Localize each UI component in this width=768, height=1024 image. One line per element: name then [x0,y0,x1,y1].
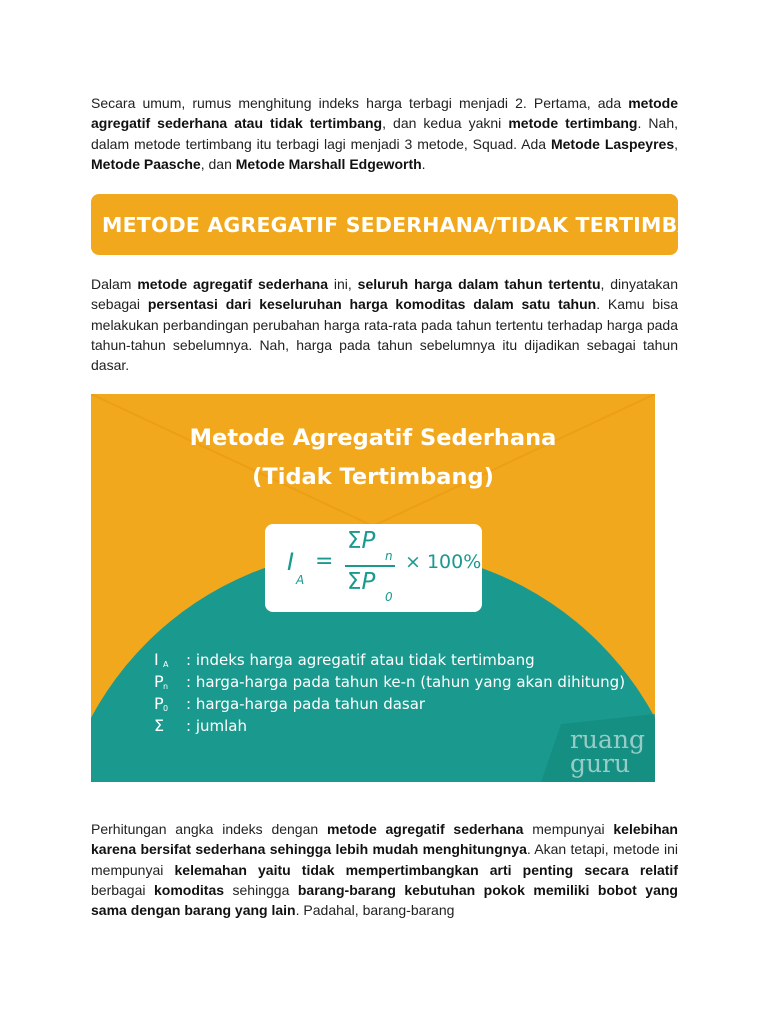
banner-title: METODE AGREGATIF SEDERHANA/TIDAK TERTIMBANG [102,213,728,237]
formula-denominator-sub: 0 [385,590,393,604]
infographic-title-line2: (Tidak Tertimbang) [252,464,494,490]
formula-infographic: Metode Agregatif Sederhana (Tidak Tertimbang) I A = ΣP n ΣP 0 × 100% I A : indeks harga agregatif atau tidak tertimbang P n : harga-harga pada tahun ke-n (tahun yang akan dihitung) P 0 : harga-harga pada tahun dasar Σ : jumlah ruang guru [91,394,655,782]
formula-numerator-sub: n [385,549,393,563]
formula-denominator: ΣP [347,569,376,595]
formula-box [265,524,482,612]
formula-lhs: I [287,548,295,576]
section-banner [91,194,728,255]
advantages-paragraph: Perhitungan angka indeks dengan metode agregatif sederhana mempunyai kelebihan karena bersifat sederhana sehingga lebih mudah menghitungnya. Akan tetapi, metode ini mempunyai kelemahan yaitu tidak mempertimbangkan arti penting secara relatif berbagai komoditas sehingga barang-barang kebutuhan pokok memiliki bobot yang sama dengan barang yang lain. Padahal, barang-barang [91,821,678,919]
formula-multiplier: × 100% [405,551,482,573]
ruangguru-logo: ruang guru [569,725,645,778]
fraction-bar [345,565,395,567]
definition-paragraph: Dalam metode agregatif sederhana ini, seluruh harga dalam tahun tertentu, dinyatakan sebagai persentasi dari keseluruhan harga komoditas dalam satu tahun. Kamu bisa melakukan perbandingan perubahan harga rata-rata pada tahun tertentu terhadap harga pada tahun-tahun sebelumnya. Nah, harga pada tahun sebelumnya itu dijadikan sebagai tahun dasar. [91,276,678,374]
formula-numerator: ΣP [347,528,376,554]
intro-paragraph: Secara umum, rumus menghitung indeks harga terbagi menjadi 2. Pertama, ada metode agregatif sederhana atau tidak tertimbang, dan kedua yakni metode tertimbang. Nah, dalam metode tertimbang itu terbagi lagi menjadi 3 metode, Squad. Ada Metode Laspeyres, Metode Paasche, dan Metode Marshall Edgeworth. [91,95,678,172]
formula-equals: = [315,549,334,574]
formula-lhs-sub: A [296,573,305,587]
infographic-title-line1: Metode Agregatif Sederhana [189,425,557,451]
